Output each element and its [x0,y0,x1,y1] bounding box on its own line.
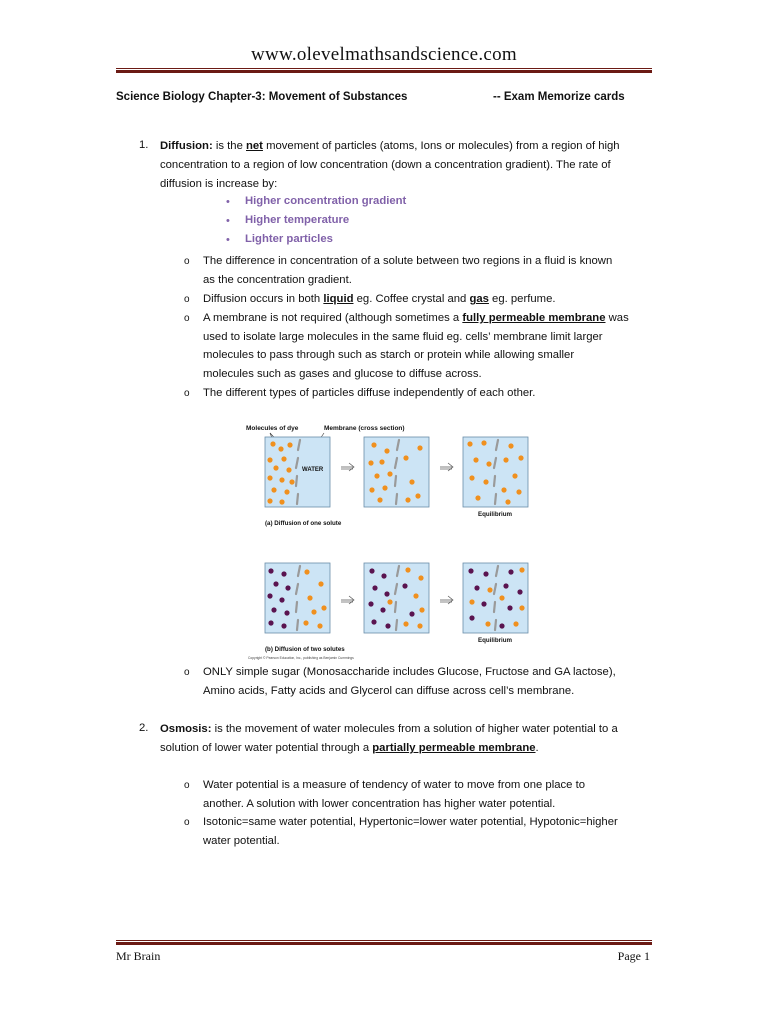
equilibrium-b: Equilibrium [478,637,513,644]
circle-bullet-icon: o [184,817,190,828]
circle-bullet-icon: o [184,667,190,678]
membrane-note-line1: A membrane is not required (although sometimes a fully permeable membrane was [203,312,629,324]
memorize-cards-label: -- Exam Memorize cards [493,91,625,103]
membrane-note-line2: used to isolate large molecules in the same fluid eg. cells’ membrane limit larger [203,331,603,343]
diffusion-term: Diffusion: [160,140,213,152]
header-rule [116,68,652,73]
diffusion-definition-line3: diffusion is increase by: [160,178,278,190]
diffusion-figure [240,418,540,663]
factor-bullet-icon: • [226,234,230,246]
section-number-1: 1. [139,139,149,151]
factor-item: Higher concentration gradient [245,195,407,207]
caption-b: (b) Diffusion of two solutes [265,646,345,653]
factor-item: Lighter particles [245,233,333,245]
osmosis-term: Osmosis: [160,723,212,735]
factor-bullet-icon: • [226,215,230,227]
label-dye: Molecules of dye [246,425,299,432]
membrane-note-line4: molecules such as gases and glucose to diffuse across. [203,368,482,380]
section-number-2: 2. [139,722,149,734]
circle-bullet-icon: o [184,780,190,791]
gradient-note-line1: The difference in concentration of a solute between two regions in a fluid is known [203,255,613,267]
liquid-gas-note: Diffusion occurs in both liquid eg. Coffee crystal and gas eg. perfume. [203,293,556,305]
osmosis-definition-line2: solution of lower water potential through a partially permeable membrane. [160,742,539,754]
label-membrane: Membrane (cross section) [324,425,405,432]
simple-sugar-note-line2: Amino acids, Fatty acids and Glycerol can diffuse across cell’s membrane. [203,685,575,697]
osmosis-definition-line1: Osmosis: is the movement of water molecules from a solution of higher water potential to a [160,723,618,735]
water-potential-note-line2: another. A solution with lower concentration has higher water potential. [203,798,556,810]
footer-author: Mr Brain [116,949,161,963]
circle-bullet-icon: o [184,256,190,267]
water-potential-note-line1: Water potential is a measure of tendency of water to move from one place to [203,779,585,791]
tonicity-note-line2: water potential. [203,835,280,847]
page-number: Page 1 [617,949,650,963]
factor-item: Higher temperature [245,214,350,226]
tonicity-note-line1: Isotonic=same water potential, Hypertonic=lower water potential, Hypotonic=higher [203,816,618,828]
figure-copyright: Copyright © Pearson Education, Inc., publishing as Benjamin Cummings [248,656,354,660]
simple-sugar-note-line1: ONLY simple sugar (Monosaccharide includes Glucose, Fructose and GA lactose), [203,666,616,678]
label-water: WATER [302,467,324,473]
equilibrium-a: Equilibrium [478,511,513,518]
net-emphasis: net [246,140,263,152]
membrane-note-line3: molecules to pass through such as starch or protein while allowing smaller [203,349,575,361]
caption-a: (a) Diffusion of one solute [265,520,342,527]
site-url: www.olevelmathsandscience.com [251,44,517,65]
gradient-note-line2: as the concentration gradient. [203,274,352,286]
circle-bullet-icon: o [184,294,190,305]
footer-rule [116,940,652,945]
factor-bullet-icon: • [226,196,230,208]
diffusion-definition-line1: Diffusion: is the net movement of particles (atoms, Ions or molecules) from a region of high [160,140,620,152]
diffusion-definition-line2: concentration to a region of low concentration (down a concentration gradient). The rate of [160,159,611,171]
chapter-title: Science Biology Chapter-3: Movement of Substances [116,91,408,103]
circle-bullet-icon: o [184,388,190,399]
independent-diffusion-note: The different types of particles diffuse independently of each other. [203,387,536,399]
circle-bullet-icon: o [184,313,190,324]
